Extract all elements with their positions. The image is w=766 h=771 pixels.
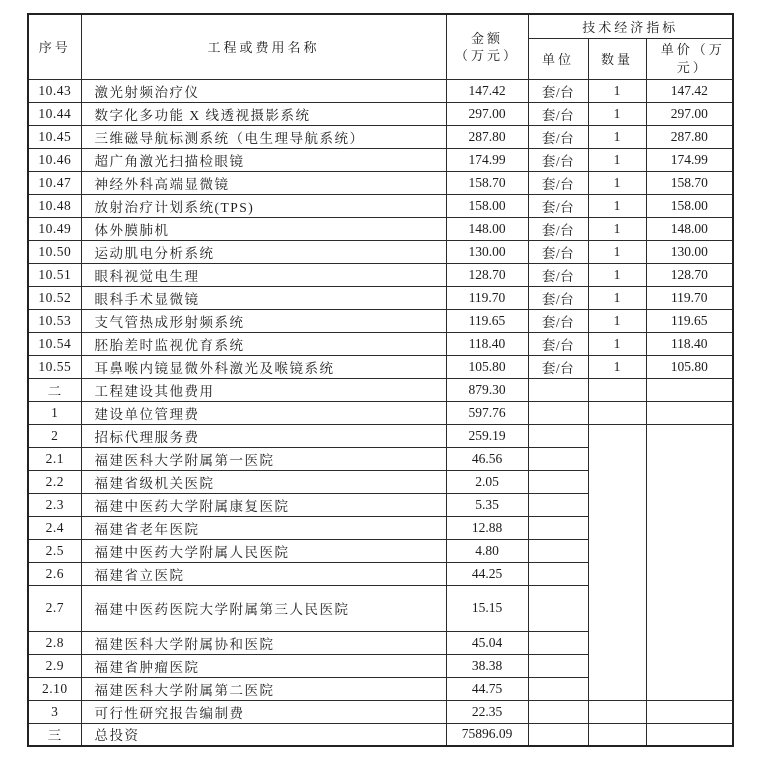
cell-unit: 套/台 [528, 79, 588, 102]
cell-unit [528, 493, 588, 516]
cell-name: 福建省立医院 [81, 562, 446, 585]
cell-qty: 1 [588, 148, 646, 171]
cell-name: 神经外科高端显微镜 [81, 171, 446, 194]
cell-no: 二 [28, 378, 81, 401]
cell-no: 10.50 [28, 240, 81, 263]
cell-unit [528, 516, 588, 539]
header-price [646, 38, 733, 79]
cell-name: 激光射频治疗仪 [81, 79, 446, 102]
cell-price: 174.99 [646, 148, 733, 171]
cell-qty [588, 700, 646, 723]
cell-name: 超广角激光扫描检眼镜 [81, 148, 446, 171]
cell-name: 眼科视觉电生理 [81, 263, 446, 286]
cell-qty: 1 [588, 194, 646, 217]
cell-unit [528, 539, 588, 562]
cell-no: 2.2 [28, 470, 81, 493]
cell-unit: 套/台 [528, 240, 588, 263]
cell-amount: 259.19 [446, 424, 528, 447]
cell-amount: 105.80 [446, 355, 528, 378]
cell-unit [528, 654, 588, 677]
cell-qty: 1 [588, 240, 646, 263]
cell-no: 2.6 [28, 562, 81, 585]
cell-unit: 套/台 [528, 332, 588, 355]
cell-amount: 4.80 [446, 539, 528, 562]
cell-price: 105.80 [646, 355, 733, 378]
cell-no: 2.5 [28, 539, 81, 562]
header-amount [446, 14, 528, 79]
cell-price [646, 401, 733, 424]
cell-unit: 套/台 [528, 263, 588, 286]
cell-no: 1 [28, 401, 81, 424]
cell-name: 福建省老年医院 [81, 516, 446, 539]
cell-amount: 119.65 [446, 309, 528, 332]
cell-no: 10.54 [28, 332, 81, 355]
table-row [28, 355, 733, 378]
cell-name: 福建中医药医院大学附属第三人民医院 [81, 585, 446, 631]
cell-name: 福建中医药大学附属人民医院 [81, 539, 446, 562]
cell-no: 10.48 [28, 194, 81, 217]
cell-qty [588, 401, 646, 424]
cell-unit: 套/台 [528, 194, 588, 217]
cell-no: 2.3 [28, 493, 81, 516]
cell-price [646, 700, 733, 723]
cell-amount: 174.99 [446, 148, 528, 171]
cell-no: 三 [28, 723, 81, 746]
cell-amount: 44.25 [446, 562, 528, 585]
cell-name: 福建医科大学附属协和医院 [81, 631, 446, 654]
cell-no: 2.8 [28, 631, 81, 654]
header-amount-line2: （万元） [454, 47, 519, 63]
table-row [28, 217, 733, 240]
cell-amount: 597.76 [446, 401, 528, 424]
cell-qty: 1 [588, 263, 646, 286]
table-header [28, 14, 733, 79]
table-row [28, 194, 733, 217]
cell-name: 眼科手术显微镜 [81, 286, 446, 309]
header-unit: 单位 [528, 38, 588, 79]
cell-price: 119.65 [646, 309, 733, 332]
cell-qty: 1 [588, 355, 646, 378]
cell-amount: 158.70 [446, 171, 528, 194]
cell-name: 体外膜肺机 [81, 217, 446, 240]
cell-name: 三维磁导航标测系统（电生理导航系统） [81, 125, 446, 148]
table-row [28, 332, 733, 355]
cell-qty [588, 378, 646, 401]
cell-amount: 130.00 [446, 240, 528, 263]
cell-price: 158.70 [646, 171, 733, 194]
cell-amount: 879.30 [446, 378, 528, 401]
cell-price: 119.70 [646, 286, 733, 309]
cell-unit: 套/台 [528, 148, 588, 171]
header-name: 工程或费用名称 [81, 14, 446, 79]
cell-amount: 297.00 [446, 102, 528, 125]
cell-unit [528, 470, 588, 493]
header-qty: 数量 [588, 38, 646, 79]
cell-unit: 套/台 [528, 171, 588, 194]
cell-qty: 1 [588, 102, 646, 125]
header-price-line1: 单价（万 [660, 41, 725, 57]
cell-no: 2.10 [28, 677, 81, 700]
cell-unit [528, 700, 588, 723]
cell-amount: 128.70 [446, 263, 528, 286]
cell-name: 工程建设其他费用 [81, 378, 446, 401]
cell-unit [528, 723, 588, 746]
cell-no: 10.53 [28, 309, 81, 332]
cell-amount: 118.40 [446, 332, 528, 355]
cell-qty: 1 [588, 309, 646, 332]
table-row [28, 125, 733, 148]
cell-unit: 套/台 [528, 217, 588, 240]
table-row [28, 723, 733, 746]
header-price-line2: 元） [676, 59, 709, 75]
cell-amount: 148.00 [446, 217, 528, 240]
cell-amount: 45.04 [446, 631, 528, 654]
cell-amount: 158.00 [446, 194, 528, 217]
cost-table [27, 13, 734, 747]
header-tech-group: 技术经济指标 [528, 14, 733, 38]
cell-name: 支气管热成形射频系统 [81, 309, 446, 332]
cell-name: 福建省肿瘤医院 [81, 654, 446, 677]
cell-unit: 套/台 [528, 125, 588, 148]
cell-name: 福建中医药大学附属康复医院 [81, 493, 446, 516]
cell-no: 10.45 [28, 125, 81, 148]
table-row [28, 286, 733, 309]
cell-unit [528, 562, 588, 585]
cell-price-merged [646, 424, 733, 700]
cell-qty-merged [588, 424, 646, 700]
cell-qty: 1 [588, 79, 646, 102]
cell-no: 2.7 [28, 585, 81, 631]
cell-amount: 44.75 [446, 677, 528, 700]
table-row [28, 424, 733, 447]
cell-amount: 12.88 [446, 516, 528, 539]
cell-name: 放射治疗计划系统(TPS) [81, 194, 446, 217]
cell-no: 10.52 [28, 286, 81, 309]
table-row [28, 79, 733, 102]
cell-name: 招标代理服务费 [81, 424, 446, 447]
table-row [28, 102, 733, 125]
cell-name: 胚胎差时监视优育系统 [81, 332, 446, 355]
cell-price: 147.42 [646, 79, 733, 102]
table-row [28, 263, 733, 286]
cell-qty: 1 [588, 171, 646, 194]
table-row [28, 309, 733, 332]
cell-amount: 2.05 [446, 470, 528, 493]
cell-name: 福建省级机关医院 [81, 470, 446, 493]
cell-qty [588, 723, 646, 746]
cell-name: 福建医科大学附属第二医院 [81, 677, 446, 700]
cell-no: 10.44 [28, 102, 81, 125]
cell-unit [528, 401, 588, 424]
cell-price [646, 723, 733, 746]
cell-price: 128.70 [646, 263, 733, 286]
cell-unit [528, 585, 588, 631]
cell-no: 2.9 [28, 654, 81, 677]
table-body [28, 79, 733, 746]
cell-price: 148.00 [646, 217, 733, 240]
cell-price: 118.40 [646, 332, 733, 355]
cell-name: 数字化多功能 X 线透视摄影系统 [81, 102, 446, 125]
header-amount-line1: 金额 [470, 30, 503, 46]
cell-amount: 5.35 [446, 493, 528, 516]
table-row [28, 700, 733, 723]
cell-amount: 75896.09 [446, 723, 528, 746]
cell-unit [528, 378, 588, 401]
cell-unit [528, 631, 588, 654]
cell-unit: 套/台 [528, 355, 588, 378]
header-no: 序号 [28, 14, 81, 79]
cell-qty: 1 [588, 332, 646, 355]
cell-unit [528, 424, 588, 447]
cell-no: 2.1 [28, 447, 81, 470]
cell-name: 可行性研究报告编制费 [81, 700, 446, 723]
cell-price: 287.80 [646, 125, 733, 148]
cell-unit [528, 447, 588, 470]
cell-name: 福建医科大学附属第一医院 [81, 447, 446, 470]
cell-price: 130.00 [646, 240, 733, 263]
cell-qty: 1 [588, 125, 646, 148]
cell-amount: 119.70 [446, 286, 528, 309]
cell-unit: 套/台 [528, 102, 588, 125]
cell-no: 10.47 [28, 171, 81, 194]
cell-qty: 1 [588, 217, 646, 240]
cell-price: 297.00 [646, 102, 733, 125]
cell-amount: 22.35 [446, 700, 528, 723]
cell-no: 2 [28, 424, 81, 447]
cell-no: 3 [28, 700, 81, 723]
cell-unit: 套/台 [528, 309, 588, 332]
cell-amount: 147.42 [446, 79, 528, 102]
cell-no: 10.51 [28, 263, 81, 286]
cell-no: 10.55 [28, 355, 81, 378]
cell-unit: 套/台 [528, 286, 588, 309]
cell-name: 建设单位管理费 [81, 401, 446, 424]
cell-price: 158.00 [646, 194, 733, 217]
table-row [28, 148, 733, 171]
table-row [28, 240, 733, 263]
cell-name: 总投资 [81, 723, 446, 746]
cell-qty: 1 [588, 286, 646, 309]
cell-no: 10.49 [28, 217, 81, 240]
cell-amount: 46.56 [446, 447, 528, 470]
cell-amount: 38.38 [446, 654, 528, 677]
cell-amount: 15.15 [446, 585, 528, 631]
cell-no: 10.43 [28, 79, 81, 102]
cell-no: 2.4 [28, 516, 81, 539]
cell-name: 耳鼻喉内镜显微外科激光及喉镜系统 [81, 355, 446, 378]
cell-unit [528, 677, 588, 700]
cell-amount: 287.80 [446, 125, 528, 148]
table-row [28, 401, 733, 424]
table-row [28, 378, 733, 401]
cell-price [646, 378, 733, 401]
cell-no: 10.46 [28, 148, 81, 171]
cell-name: 运动肌电分析系统 [81, 240, 446, 263]
table-row [28, 171, 733, 194]
